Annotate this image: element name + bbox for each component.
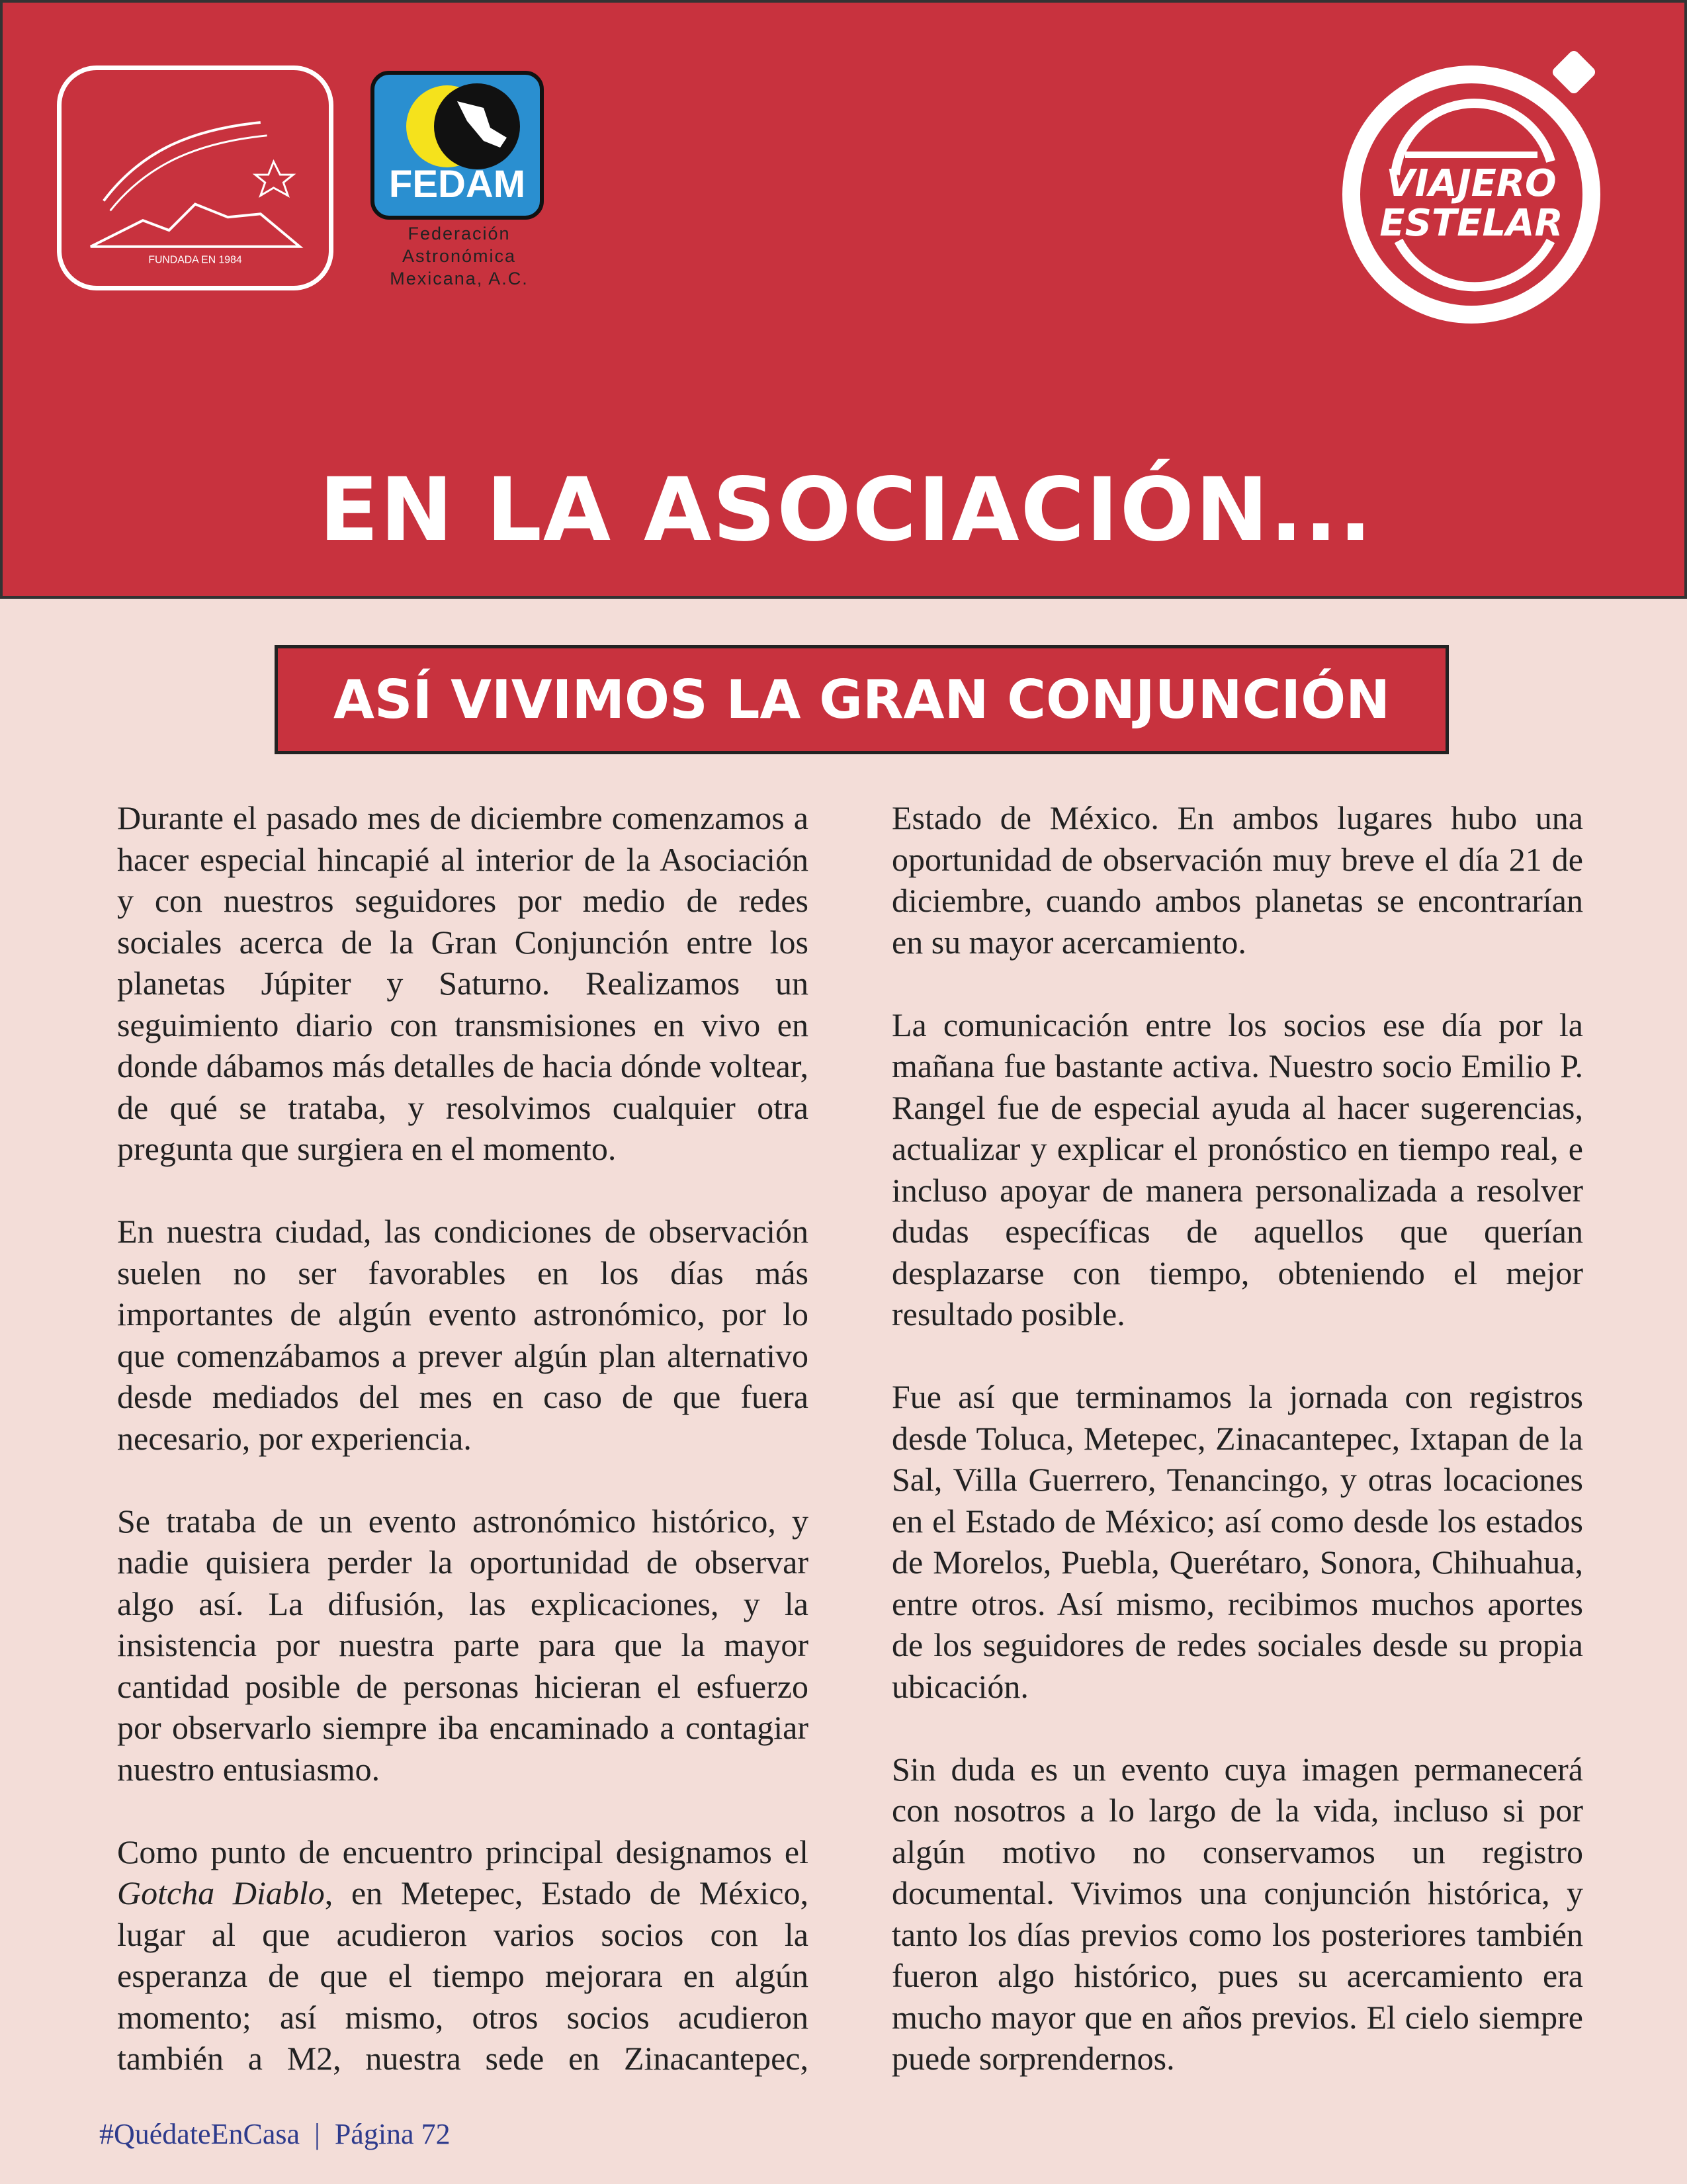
paragraph: En nuestra ciudad, las condiciones de observación suelen no ser favorables en los días más importantes de algún evento astronómico, por lo que comenzábamos a prever algún plan alternativo desde mediados del mes en caso de que fuera necesario, por experiencia.	[117, 1213, 808, 1457]
viajero-estelar-logo	[1339, 42, 1617, 333]
fedam-wordmark: FEDAM	[388, 163, 526, 206]
section-title: EN LA ASOCIACIÓN...	[319, 459, 1373, 561]
venue-name: Gotcha Diablo	[117, 1874, 325, 1911]
paragraph: Sin duda es un evento cuya imagen permanecerá con nosotros a lo largo de la vida, incluso si por algún motivo no conservamos un registro documental. Vivimos una conjunción histórica, y tanto los días previos como los posteriores también fueron algo histórico, pues su acercamiento era mucho mayor que en años previos. El cielo siempre puede sorprendernos.	[892, 1750, 1583, 2077]
article-column-left	[117, 797, 808, 2079]
article-column-right	[892, 797, 1583, 2120]
svg-text:ESTELAR: ESTELAR	[1379, 202, 1563, 245]
separator: |	[314, 2118, 320, 2150]
fedam-logo	[370, 71, 544, 220]
hashtag: #QuédateEnCasa	[99, 2118, 300, 2150]
paragraph: Fue así que terminamos la jornada con registros desde Toluca, Metepec, Zinacantepec, Ixtapan de la Sal, Villa Guerrero, Tenancingo, y otras locaciones en el Estado de México; así como desde los estados de Morelos, Puebla, Querétaro, Sonora, Chihuahua, entre otros. Así mismo, recibimos muchos aportes de los seguidores de redes sociales desde su propia ubicación.	[892, 1378, 1583, 1705]
fedam-subtitle	[360, 222, 558, 290]
footer	[99, 2117, 451, 2151]
paragraph: Durante el pasado mes de diciembre comenzamos a hacer especial hincapié al interior de la Asociación y con nuestros seguidores por medio de redes sociales acerca de la Gran Conjunción entre los planetas Júpiter y Saturno. Realizamos un seguimiento diario con transmisiones en vivo en donde dábamos más detalles de hacia dónde voltear, de qué se trataba, y resolvimos cualquier otra pregunta que surgiera en el momento.	[117, 799, 808, 1167]
fedam-subtitle-line: Federación	[408, 224, 511, 243]
fedam-subtitle-line: Astronómica	[402, 246, 517, 266]
fedam-subtitle-line: Mexicana, A.C.	[390, 269, 529, 288]
svg-text:FUNDADA EN 1984: FUNDADA EN 1984	[148, 254, 242, 266]
paragraph: La comunicación entre los socios ese día por la mañana fue bastante activa. Nuestro socio Emilio P. Rangel fue de especial ayuda al hacer sugerencias, actualizar y explicar el pronóstico en tiempo real, e incluso apoyar de manera personalizada a resolver dudas específicas de aquellos que querían desplazarse con tiempo, obteniendo el mejor resultado posible.	[892, 1006, 1583, 1332]
paragraph: Se trataba de un evento astronómico histórico, y nadie quisiera perder la oportunidad de observar algo así. La difusión, las explicaciones, y la insistencia por nuestra parte para que la mayor cantidad posible de personas hicieran el esfuerzo por observarlo siempre iba encaminado a contagiar nuestro entusiasmo.	[117, 1502, 808, 1788]
svg-text:VIAJERO: VIAJERO	[1386, 162, 1557, 205]
article-title: ASÍ VIVIMOS LA GRAN CONJUNCIÓN	[275, 645, 1449, 754]
text: , en Metepec, Estado de México, lugar al que acudieron varios socios con la esperanza de que el tiempo mejorara en algún momento; así mismo, otros socios acudieron también a M2, nuestra sede en Zinacantepec,	[117, 1874, 808, 2077]
paragraph	[117, 1831, 808, 2079]
page-number: Página 72	[334, 2118, 451, 2150]
paragraph: Estado de México. En ambos lugares hubo una oportunidad de observación muy breve el día 21 de diciembre, cuando ambos planetas se encontrarían en su mayor acercamiento.	[892, 799, 1583, 961]
aavt-logo	[57, 66, 333, 290]
text: Como punto de encuentro principal designamos el	[117, 1833, 808, 1870]
header	[0, 0, 1687, 599]
